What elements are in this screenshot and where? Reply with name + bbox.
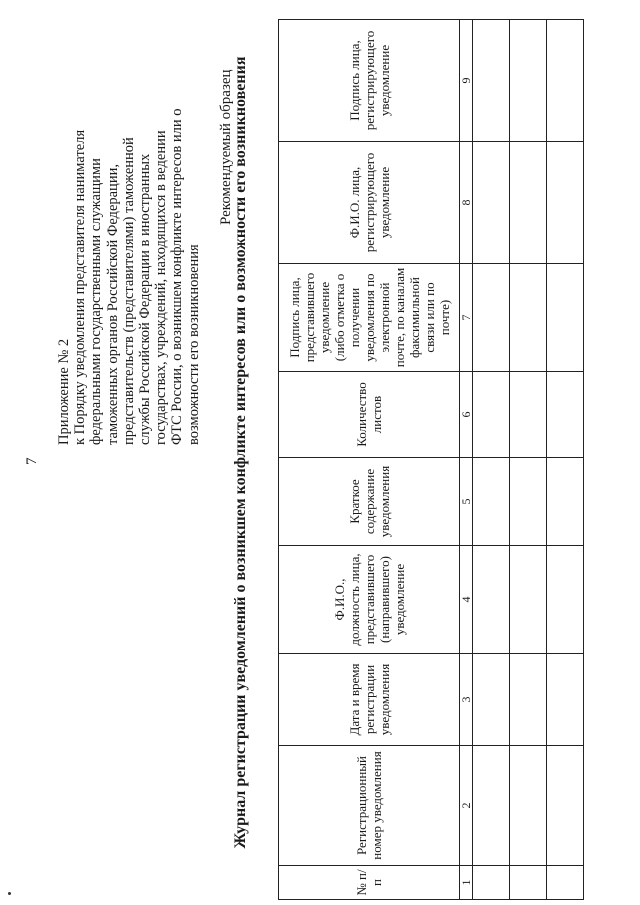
empty-cell: [473, 142, 510, 264]
table-row: [547, 20, 584, 900]
annex-block: [56, 45, 202, 445]
column-number-cell: 3: [460, 654, 473, 746]
header-cell-registrar-signature: Подпись лица, регистрирующего уведомление: [279, 20, 460, 142]
empty-cell: [473, 458, 510, 546]
empty-cell: [510, 458, 547, 546]
empty-cell: [547, 654, 584, 746]
empty-cell: [547, 372, 584, 458]
annex-line: федеральными государственными служащими: [88, 158, 105, 445]
annex-line: к Порядку уведомления представителя нанимателя: [72, 129, 89, 445]
empty-cell: [510, 654, 547, 746]
empty-cell: [510, 746, 547, 866]
header-cell-submitter: Ф.И.О., должность лица, представившего (направившего) уведомление: [279, 546, 460, 654]
column-number-cell: 9: [460, 20, 473, 142]
empty-cell: [510, 372, 547, 458]
column-number-cell: 2: [460, 746, 473, 866]
journal-title: Журнал регистрации уведомлений о возникшем конфликте интересов или о возможности его возникновения: [232, 56, 249, 849]
empty-cell: [547, 142, 584, 264]
recommended-sample-label: Рекомендуемый образец: [218, 69, 234, 225]
annex-line: службы Российской Федерации в иностранных: [137, 153, 154, 445]
header-cell-number: № п/п: [279, 866, 460, 900]
empty-cell: [473, 866, 510, 900]
empty-cell: [547, 866, 584, 900]
column-number-cell: 7: [460, 264, 473, 372]
empty-cell: [473, 654, 510, 746]
empty-cell: [510, 546, 547, 654]
annex-line: таможенных органов Российской Федерации,: [104, 164, 121, 445]
column-number-cell: 6: [460, 372, 473, 458]
annex-line: возможности его возникновения: [185, 244, 202, 445]
empty-cell: [473, 264, 510, 372]
empty-cell: [547, 546, 584, 654]
table-header-row: [279, 20, 460, 900]
column-number-cell: 1: [460, 866, 473, 900]
page-number: 7: [24, 457, 40, 465]
table-row: [473, 20, 510, 900]
empty-cell: [473, 372, 510, 458]
annex-title: Приложение № 2: [56, 338, 72, 445]
header-cell-summary: Краткое содержание уведомления: [279, 458, 460, 546]
header-cell-sheet-count: Количество листов: [279, 372, 460, 458]
journal-table: [278, 19, 584, 900]
empty-cell: [510, 20, 547, 142]
header-cell-submitter-signature: Подпись лица, представившего уведомление (либо отметка о получении уведомления по электронной почте, по каналам факсимильной связи или по почте): [279, 264, 460, 372]
empty-cell: [547, 746, 584, 866]
column-number-cell: 5: [460, 458, 473, 546]
annex-line: государствах, учреждений, находящихся в ведении: [153, 130, 170, 445]
scan-speck: [8, 892, 11, 895]
annex-line: ФТС России, о возникшем конфликте интересов или о: [169, 108, 186, 445]
empty-cell: [547, 458, 584, 546]
empty-cell: [547, 264, 584, 372]
column-number-cell: 8: [460, 142, 473, 264]
header-cell-registration-date: Дата и время регистрации уведомления: [279, 654, 460, 746]
empty-cell: [510, 866, 547, 900]
empty-cell: [547, 20, 584, 142]
table-row: [510, 20, 547, 900]
annex-line: представительств (представителями) таможенной: [120, 137, 137, 445]
column-number-row: [460, 20, 473, 900]
empty-cell: [510, 264, 547, 372]
empty-cell: [473, 20, 510, 142]
header-cell-registration-number: Регистрационный номер уведомления: [279, 746, 460, 866]
column-number-cell: 4: [460, 546, 473, 654]
empty-cell: [473, 546, 510, 654]
empty-cell: [510, 142, 547, 264]
header-cell-registrar-name: Ф.И.О. лица, регистрирующего уведомление: [279, 142, 460, 264]
empty-cell: [473, 746, 510, 866]
